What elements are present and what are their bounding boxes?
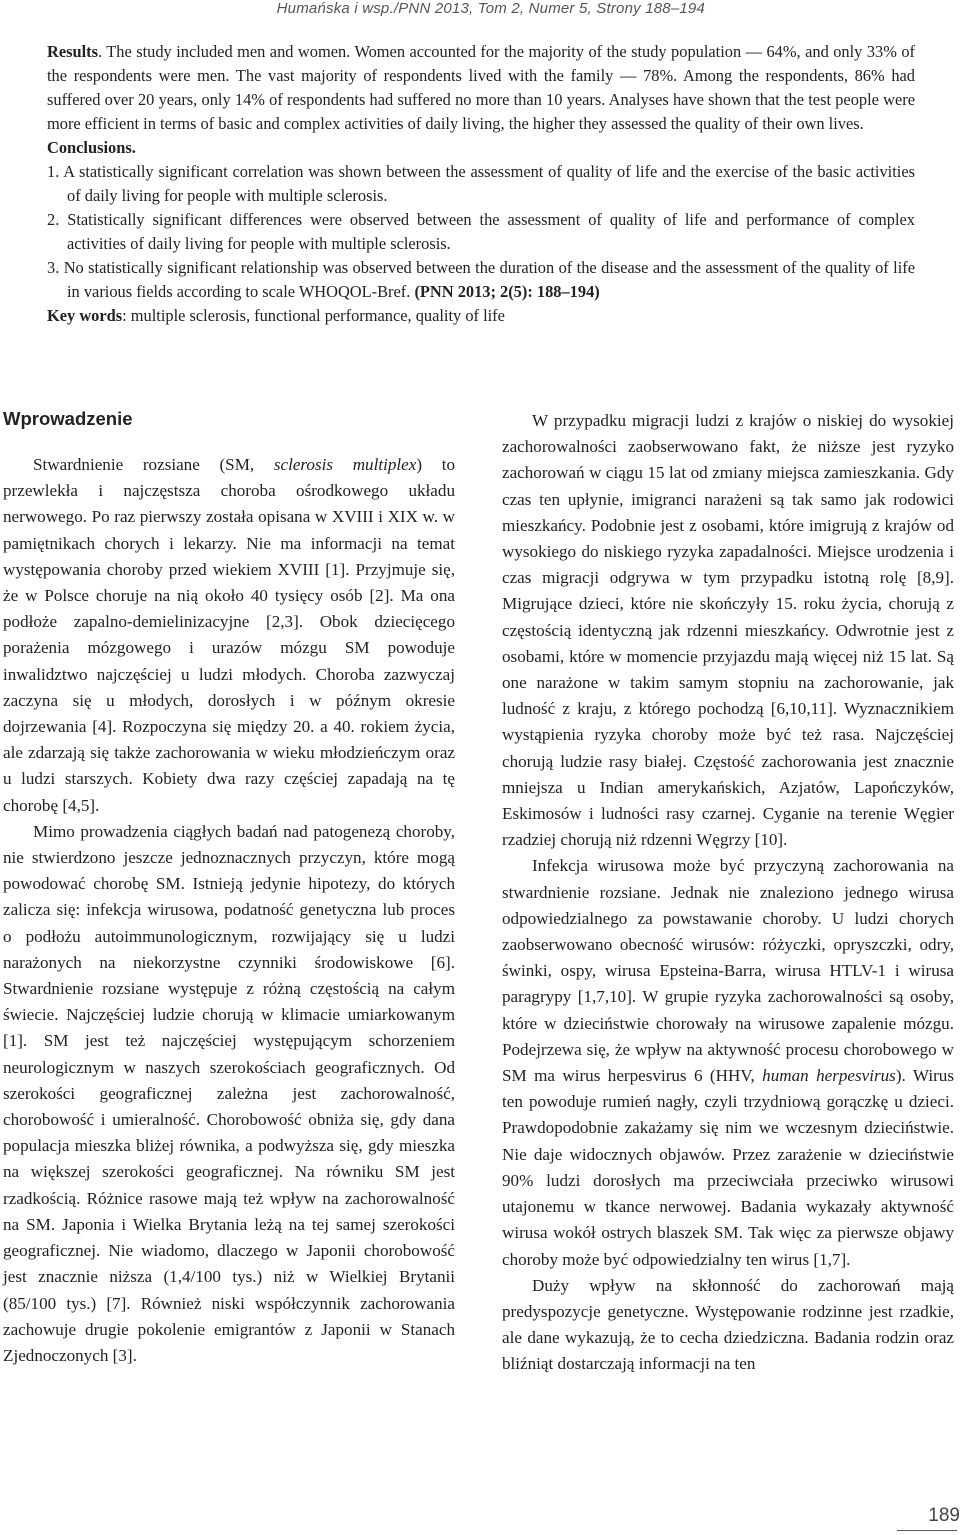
results-label: Results bbox=[47, 42, 98, 61]
conclusion-1: 1. A statistically significant correlation was shown between the assessment of quality of life and the exercise of the basic activities of daily living for people with multiple sclerosis. bbox=[47, 162, 915, 205]
abstract bbox=[47, 40, 915, 328]
page-number-rule bbox=[897, 1530, 957, 1531]
left-column bbox=[3, 406, 455, 1369]
right-p2-a: Infekcja wirusowa może być przyczyną zachorowania na stwardnienie rozsiane. Jednak nie znaleziono jednego wirusa odpowiedzialnego za powstawanie choroby. U ludzi chorych zaobserwowano obecność wirusów: różyczki, opryszczki, odry, świnki, ospy, wirusa Epsteina-Barra, wirusa HTLV-1 i wirusa paragrypy [1,7,10]. W grupie ryzyka zachorowalności są osoby, które w dzieciństwie chorowały na wirusowe zapalenie mózgu. Podejrzewa się, że wpływ na aktywność procesu chorobowego w SM ma wirus herpesvirus 6 (HHV, bbox=[502, 856, 954, 1086]
citation: (PNN 2013; 2(5): 188–194) bbox=[414, 282, 600, 301]
right-paragraph-1: W przypadku migracji ludzi z krajów o niskiej do wysokiej zachorowalności zaobserwowano fakt, że niższe jest ryzyko zachorowań w ciągu 15 lat od zmiany miejsca zamieszkania. Gdy czas ten upłynie, imigranci narażeni są tak samo jak rodowici mieszkańcy. Podobnie jest z osobami, które imigrują z krajów od wysokiego do niskiego ryzyka zapadalności. Miejsce urodzenia i czas migracji odgrywa w tym przypadku istotną rolę [8,9]. Migrujące dzieci, które nie skończyły 15. roku życia, chorują z częstością identyczną jak rdzenni mieszkańcy. Odwrotnie jest z osobami, które w momencie przyjazdu mają więcej niż 15 lat. Są one narażone w takim samym stopniu na zachorowanie, jak ludność z kraju, z którego pochodzą [6,10,11]. Wyznacznikiem wystąpienia ryzyka choroby może być też rasa. Najczęściej chorują ludzie rasy białej. Częstość zachorowania jest znacznie mniejsza u Indian amerykańskich, Azjatów, Lapończyków, Eskimosów i ludności rasy czarnej. Cyganie na terenie Węgier rzadziej chorują niż rdzenni Węgrzy [10]. bbox=[502, 411, 954, 850]
left-p1-a: Stwardnienie rozsiane (SM, bbox=[33, 455, 274, 474]
left-paragraph-1 bbox=[3, 452, 455, 819]
left-p1-b: ) to przewlekła i najczęstsza choroba ośrodkowego układu nerwowego. Po raz pierwszy została opisana w XVIII i XIX w. w pamiętnikach chorych i lekarzy. Nie ma informacji na temat występowania choroby przed wiekiem XVIII [1]. Przyjmuje się, że w Polsce choruje na nią około 40 tysięcy osób [2]. Ma ona podłoże zapalno-demielinizacyjne [2,3]. Obok dziecięcego porażenia mózgowego i urazów mózgu SM powoduje inwalidztwo najczęściej u ludzi młodych. Choroba zazwyczaj zaczyna się u młodych, dorosłych i w późnym okresie dojrzewania [4]. Rozpoczyna się między 20. a 40. rokiem życia, ale zdarzają się także zachorowania w wieku młodzieńczym oraz u ludzi starszych. Kobiety dwa razy częściej zapadają na tę chorobę [4,5]. bbox=[3, 455, 455, 815]
keywords-text: : multiple sclerosis, functional performance, quality of life bbox=[122, 306, 505, 325]
left-paragraph-2: Mimo prowadzenia ciągłych badań nad patogenezą choroby, nie stwierdzono jeszcze jednoznacznych przyczyn, które mogą powodować chorobę SM. Istnieją jedynie hipotezy, do których zalicza się: infekcja wirusowa, podatność genetyczna lub proces o podłożu autoimmunologicznym, rozwijający się u ludzi narażonych na niekorzystne czynniki środowiskowe [6]. Stwardnienie rozsiane występuje z różną częstością na całym świecie. Najczęściej ludzie chorują w klimacie umiarkowanym [1]. SM jest też najczęściej występującym schorzeniem neurologicznym w naszych szerokościach geograficznych. Od szerokości geograficznej zależna jest zachorowalność, chorobowość i umieralność. Chorobowość obniża się, gdy dana populacja mieszka bliżej równika, a podwyższa się, gdy mieszka na większej szerokości geograficznej. Na równiku SM jest rzadkością. Różnice rasowe mają też wpływ na zachorowalność na SM. Japonia i Wielka Brytania leżą na tej samej szerokości geograficznej. Nie wiadomo, dlaczego w Japonii chorobowość jest znacznie niższa (1,4/100 tys.) niż w Wielkiej Brytanii (85/100 tys.) [7]. Również niski współczynnik zachorowania zachowuje drugie pokolenie emigrantów z Japonii w Stanach Zjednoczonych [3]. bbox=[3, 821, 455, 1365]
right-p2-italic: human herpesvirus bbox=[762, 1066, 896, 1086]
conclusion-3 bbox=[47, 256, 915, 304]
abstract-results bbox=[47, 40, 915, 136]
right-column bbox=[502, 408, 954, 1378]
right-paragraph-2 bbox=[502, 853, 954, 1272]
abstract-conclusions-label bbox=[47, 136, 915, 160]
page-number: 189 bbox=[928, 1505, 960, 1526]
conclusion-3-text: 3. No statistically significant relationship was observed between the duration of the disease and the assessment of the quality of life in various fields according to scale WHOQOL-Bref. bbox=[47, 258, 915, 301]
keywords bbox=[47, 304, 915, 328]
conclusion-2: 2. Statistically significant differences were observed between the assessment of quality of life and performance of complex activities of daily living for people with multiple sclerosis. bbox=[47, 210, 915, 253]
running-head: Humańska i wsp./PNN 2013, Tom 2, Numer 5, Strony 188–194 bbox=[276, 0, 705, 17]
section-heading: Wprowadzenie bbox=[3, 408, 133, 429]
conclusions-label: Conclusions. bbox=[47, 138, 136, 157]
right-p2-b: ). Wirus ten powoduje rumień nagły, czyli trzydniową gorączkę u dzieci. Prawdopodobnie zakażamy się nim we wczesnym dzieciństwie. Nie daje widocznych objawów. Przez zarażenie w dzieciństwie 90% ludzi dorosłych ma przeciwciała przeciwko wirusowi utajonemu w tkance nerwowej. Badania wykazały aktywność wirusa wokół ostrych blaszek SM. Tak więc za pierwsze objawy choroby może być odpowiedzialny ten wirus [1,7]. bbox=[502, 1066, 954, 1269]
left-p1-italic: sclerosis multiplex bbox=[273, 455, 417, 474]
right-paragraph-3: Duży wpływ na skłonność do zachorowań mają predyspozycje genetyczne. Występowanie rodzinne jest rzadkie, ale dane wykazują, że to cecha dziedziczna. Badania rodzin oraz bliźniąt dostarczają informacji na ten bbox=[502, 1275, 954, 1374]
results-text: . The study included men and women. Women accounted for the majority of the study population — 64%, and only 33% of the respondents were men. The vast majority of respondents lived with the family — 78%. Among the respondents, 86% had suffered over 20 years, only 14% of respondents had suffered no more than 10 years. Analyses have shown that the test people were more efficient in terms of basic and complex activities of daily living, the higher they assessed the quality of their own lives. bbox=[47, 42, 915, 133]
keywords-label: Key words bbox=[47, 306, 123, 325]
